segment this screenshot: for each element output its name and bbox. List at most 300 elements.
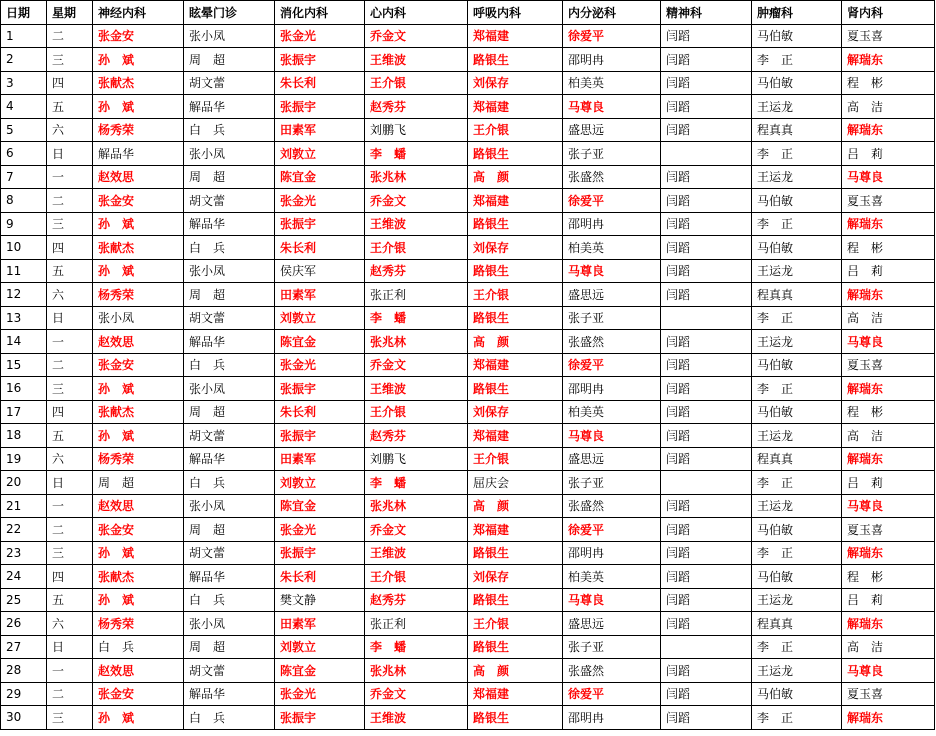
cell-endocrinology: 邵明冉 [563,541,661,565]
cell-vertigo-clinic: 解品华 [184,447,275,471]
cell-cardiology: 乔金文 [365,518,468,542]
cell-respiratory: 王介银 [468,612,563,636]
table-row [1,142,935,166]
cell-date: 3 [1,71,47,95]
header-respiratory: 呼吸内科 [468,1,563,25]
cell-psychiatry [661,142,752,166]
cell-neurology: 张献杰 [93,71,184,95]
cell-psychiatry: 闫蹈 [661,165,752,189]
cell-oncology: 李 正 [752,541,842,565]
cell-vertigo-clinic: 解品华 [184,565,275,589]
cell-cardiology: 刘鹏飞 [365,447,468,471]
table-row [1,612,935,636]
cell-respiratory: 郑福建 [468,353,563,377]
cell-nephrology: 解瑞东 [842,377,935,401]
cell-weekday: 四 [47,565,93,589]
table-row [1,565,935,589]
cell-nephrology: 高 洁 [842,424,935,448]
cell-psychiatry: 闫蹈 [661,588,752,612]
header-oncology: 肿瘤科 [752,1,842,25]
cell-weekday: 一 [47,659,93,683]
cell-date: 8 [1,189,47,213]
cell-gastroenterology: 朱长利 [275,400,365,424]
cell-respiratory: 路银生 [468,306,563,330]
cell-vertigo-clinic: 白 兵 [184,118,275,142]
cell-psychiatry: 闫蹈 [661,541,752,565]
cell-endocrinology: 邵明冉 [563,212,661,236]
cell-neurology: 张金安 [93,24,184,48]
cell-endocrinology: 柏美英 [563,71,661,95]
cell-nephrology: 程 彬 [842,236,935,260]
cell-vertigo-clinic: 周 超 [184,283,275,307]
cell-nephrology: 夏玉喜 [842,189,935,213]
cell-cardiology: 乔金文 [365,353,468,377]
header-row [1,1,935,25]
cell-psychiatry: 闫蹈 [661,400,752,424]
cell-neurology: 白 兵 [93,635,184,659]
table-row [1,306,935,330]
cell-cardiology: 乔金文 [365,24,468,48]
cell-neurology: 周 超 [93,471,184,495]
cell-oncology: 李 正 [752,142,842,166]
cell-nephrology: 解瑞东 [842,541,935,565]
cell-date: 13 [1,306,47,330]
cell-endocrinology: 柏美英 [563,565,661,589]
cell-gastroenterology: 陈宜金 [275,165,365,189]
cell-respiratory: 路银生 [468,541,563,565]
cell-respiratory: 路银生 [468,259,563,283]
cell-endocrinology: 徐爱平 [563,24,661,48]
cell-date: 9 [1,212,47,236]
cell-endocrinology: 张盛然 [563,165,661,189]
cell-weekday: 六 [47,118,93,142]
cell-oncology: 程真真 [752,118,842,142]
cell-weekday: 日 [47,635,93,659]
cell-nephrology: 马尊良 [842,330,935,354]
cell-date: 19 [1,447,47,471]
cell-vertigo-clinic: 张小凤 [184,24,275,48]
cell-psychiatry: 闫蹈 [661,330,752,354]
cell-oncology: 王运龙 [752,424,842,448]
cell-date: 29 [1,682,47,706]
cell-neurology: 赵效思 [93,165,184,189]
header-endocrinology: 内分泌科 [563,1,661,25]
cell-endocrinology: 盛思远 [563,447,661,471]
cell-nephrology: 程 彬 [842,565,935,589]
cell-oncology: 程真真 [752,447,842,471]
cell-weekday: 三 [47,212,93,236]
cell-respiratory: 郑福建 [468,24,563,48]
cell-cardiology: 赵秀芬 [365,424,468,448]
cell-endocrinology: 徐爱平 [563,189,661,213]
cell-gastroenterology: 张金光 [275,353,365,377]
cell-neurology: 赵效思 [93,659,184,683]
cell-psychiatry: 闫蹈 [661,377,752,401]
cell-cardiology: 李 蟠 [365,635,468,659]
cell-neurology: 赵效思 [93,330,184,354]
cell-date: 30 [1,706,47,730]
table-row [1,330,935,354]
cell-nephrology: 程 彬 [842,71,935,95]
cell-date: 6 [1,142,47,166]
cell-psychiatry: 闫蹈 [661,118,752,142]
cell-gastroenterology: 田素军 [275,612,365,636]
cell-psychiatry: 闫蹈 [661,24,752,48]
cell-weekday: 日 [47,306,93,330]
header-gastroenterology: 消化内科 [275,1,365,25]
cell-oncology: 李 正 [752,212,842,236]
cell-cardiology: 王维波 [365,48,468,72]
cell-oncology: 李 正 [752,306,842,330]
cell-weekday: 二 [47,682,93,706]
table-row [1,706,935,730]
table-row [1,659,935,683]
cell-psychiatry: 闫蹈 [661,612,752,636]
cell-oncology: 马伯敏 [752,236,842,260]
cell-respiratory: 高 颜 [468,494,563,518]
cell-nephrology: 马尊良 [842,494,935,518]
cell-respiratory: 刘保存 [468,565,563,589]
table-row [1,424,935,448]
cell-respiratory: 路银生 [468,635,563,659]
cell-gastroenterology: 张振宇 [275,48,365,72]
cell-endocrinology: 张子亚 [563,142,661,166]
cell-neurology: 杨秀荣 [93,612,184,636]
table-row [1,377,935,401]
cell-respiratory: 路银生 [468,377,563,401]
cell-neurology: 杨秀荣 [93,447,184,471]
cell-gastroenterology: 刘敦立 [275,142,365,166]
table-row [1,71,935,95]
table-row [1,24,935,48]
cell-neurology: 孙 斌 [93,588,184,612]
cell-neurology: 杨秀荣 [93,283,184,307]
table-row [1,588,935,612]
cell-neurology: 张金安 [93,682,184,706]
cell-vertigo-clinic: 周 超 [184,165,275,189]
cell-neurology: 解品华 [93,142,184,166]
cell-date: 26 [1,612,47,636]
cell-date: 16 [1,377,47,401]
cell-neurology: 孙 斌 [93,541,184,565]
cell-psychiatry: 闫蹈 [661,259,752,283]
cell-nephrology: 解瑞东 [842,447,935,471]
cell-respiratory: 路银生 [468,212,563,236]
cell-respiratory: 王介银 [468,283,563,307]
cell-nephrology: 高 洁 [842,635,935,659]
cell-nephrology: 程 彬 [842,400,935,424]
cell-date: 24 [1,565,47,589]
cell-respiratory: 刘保存 [468,236,563,260]
cell-weekday: 一 [47,165,93,189]
cell-cardiology: 王维波 [365,212,468,236]
cell-oncology: 马伯敏 [752,400,842,424]
cell-gastroenterology: 张金光 [275,518,365,542]
cell-psychiatry: 闫蹈 [661,518,752,542]
cell-gastroenterology: 朱长利 [275,71,365,95]
cell-neurology: 孙 斌 [93,424,184,448]
cell-respiratory: 高 颜 [468,330,563,354]
cell-gastroenterology: 刘敦立 [275,635,365,659]
cell-psychiatry: 闫蹈 [661,353,752,377]
cell-weekday: 二 [47,353,93,377]
cell-respiratory: 路银生 [468,48,563,72]
cell-gastroenterology: 樊文静 [275,588,365,612]
cell-weekday: 五 [47,588,93,612]
cell-respiratory: 郑福建 [468,682,563,706]
cell-weekday: 六 [47,612,93,636]
cell-weekday: 四 [47,71,93,95]
cell-cardiology: 李 蟠 [365,471,468,495]
cell-cardiology: 王介银 [365,565,468,589]
cell-gastroenterology: 张金光 [275,24,365,48]
cell-date: 5 [1,118,47,142]
cell-cardiology: 张正利 [365,612,468,636]
cell-gastroenterology: 张振宇 [275,95,365,119]
cell-weekday: 五 [47,95,93,119]
table-row [1,494,935,518]
cell-oncology: 王运龙 [752,659,842,683]
cell-psychiatry: 闫蹈 [661,71,752,95]
cell-date: 12 [1,283,47,307]
cell-gastroenterology: 刘敦立 [275,306,365,330]
cell-endocrinology: 张盛然 [563,330,661,354]
cell-cardiology: 张兆林 [365,330,468,354]
header-vertigo-clinic: 眩晕门诊 [184,1,275,25]
cell-neurology: 孙 斌 [93,259,184,283]
table-row [1,95,935,119]
cell-cardiology: 刘鹏飞 [365,118,468,142]
cell-respiratory: 高 颜 [468,165,563,189]
cell-oncology: 王运龙 [752,165,842,189]
cell-psychiatry [661,635,752,659]
cell-endocrinology: 马尊良 [563,424,661,448]
table-row [1,259,935,283]
cell-neurology: 杨秀荣 [93,118,184,142]
cell-date: 27 [1,635,47,659]
cell-nephrology: 解瑞东 [842,48,935,72]
cell-gastroenterology: 田素军 [275,283,365,307]
cell-respiratory: 王介银 [468,118,563,142]
cell-gastroenterology: 张金光 [275,189,365,213]
cell-weekday: 二 [47,24,93,48]
table-row [1,400,935,424]
cell-oncology: 李 正 [752,48,842,72]
cell-nephrology: 夏玉喜 [842,518,935,542]
cell-date: 11 [1,259,47,283]
cell-neurology: 孙 斌 [93,377,184,401]
cell-cardiology: 王介银 [365,400,468,424]
cell-cardiology: 王维波 [365,377,468,401]
cell-gastroenterology: 陈宜金 [275,659,365,683]
cell-psychiatry: 闫蹈 [661,189,752,213]
cell-neurology: 张金安 [93,353,184,377]
cell-cardiology: 赵秀芬 [365,259,468,283]
cell-weekday: 三 [47,377,93,401]
cell-psychiatry: 闫蹈 [661,424,752,448]
cell-cardiology: 王维波 [365,706,468,730]
table-row [1,353,935,377]
cell-neurology: 孙 斌 [93,95,184,119]
cell-psychiatry: 闫蹈 [661,706,752,730]
cell-oncology: 程真真 [752,612,842,636]
cell-endocrinology: 张子亚 [563,306,661,330]
cell-endocrinology: 邵明冉 [563,377,661,401]
cell-endocrinology: 柏美英 [563,236,661,260]
cell-weekday: 五 [47,424,93,448]
schedule-body [1,24,935,729]
cell-vertigo-clinic: 周 超 [184,635,275,659]
cell-gastroenterology: 朱长利 [275,565,365,589]
cell-weekday: 三 [47,48,93,72]
cell-endocrinology: 张盛然 [563,494,661,518]
cell-neurology: 张金安 [93,518,184,542]
cell-psychiatry: 闫蹈 [661,494,752,518]
cell-cardiology: 王介银 [365,71,468,95]
cell-vertigo-clinic: 周 超 [184,518,275,542]
cell-endocrinology: 马尊良 [563,588,661,612]
cell-respiratory: 路银生 [468,706,563,730]
table-row [1,682,935,706]
cell-respiratory: 郑福建 [468,424,563,448]
cell-oncology: 马伯敏 [752,24,842,48]
cell-psychiatry: 闫蹈 [661,48,752,72]
cell-endocrinology: 马尊良 [563,259,661,283]
cell-nephrology: 夏玉喜 [842,682,935,706]
cell-vertigo-clinic: 张小凤 [184,142,275,166]
cell-psychiatry: 闫蹈 [661,682,752,706]
cell-neurology: 张献杰 [93,565,184,589]
cell-cardiology: 赵秀芬 [365,588,468,612]
cell-gastroenterology: 侯庆军 [275,259,365,283]
cell-psychiatry [661,306,752,330]
cell-oncology: 王运龙 [752,494,842,518]
cell-vertigo-clinic: 白 兵 [184,706,275,730]
header-neurology: 神经内科 [93,1,184,25]
cell-gastroenterology: 张振宇 [275,541,365,565]
cell-psychiatry: 闫蹈 [661,447,752,471]
table-row [1,635,935,659]
cell-cardiology: 乔金文 [365,682,468,706]
cell-psychiatry: 闫蹈 [661,659,752,683]
cell-vertigo-clinic: 解品华 [184,95,275,119]
cell-neurology: 孙 斌 [93,706,184,730]
header-psychiatry: 精神科 [661,1,752,25]
cell-vertigo-clinic: 胡文蕾 [184,659,275,683]
cell-date: 7 [1,165,47,189]
cell-gastroenterology: 田素军 [275,447,365,471]
cell-date: 4 [1,95,47,119]
header-nephrology: 肾内科 [842,1,935,25]
cell-cardiology: 张兆林 [365,494,468,518]
table-row [1,283,935,307]
cell-vertigo-clinic: 张小凤 [184,377,275,401]
cell-psychiatry: 闫蹈 [661,283,752,307]
cell-weekday: 二 [47,189,93,213]
cell-cardiology: 王介银 [365,236,468,260]
cell-neurology: 孙 斌 [93,48,184,72]
cell-nephrology: 吕 莉 [842,142,935,166]
cell-respiratory: 王介银 [468,447,563,471]
table-row [1,518,935,542]
cell-weekday: 日 [47,142,93,166]
cell-vertigo-clinic: 解品华 [184,330,275,354]
cell-gastroenterology: 张振宇 [275,377,365,401]
cell-vertigo-clinic: 张小凤 [184,259,275,283]
cell-gastroenterology: 朱长利 [275,236,365,260]
cell-vertigo-clinic: 白 兵 [184,588,275,612]
cell-neurology: 赵效思 [93,494,184,518]
cell-oncology: 王运龙 [752,330,842,354]
cell-neurology: 张献杰 [93,400,184,424]
cell-endocrinology: 邵明冉 [563,706,661,730]
cell-respiratory: 郑福建 [468,95,563,119]
cell-nephrology: 解瑞东 [842,118,935,142]
cell-weekday: 三 [47,706,93,730]
cell-gastroenterology: 张振宇 [275,424,365,448]
cell-gastroenterology: 张振宇 [275,706,365,730]
cell-endocrinology: 盛思远 [563,118,661,142]
cell-respiratory: 郑福建 [468,189,563,213]
cell-endocrinology: 柏美英 [563,400,661,424]
cell-weekday: 日 [47,471,93,495]
cell-weekday: 五 [47,259,93,283]
cell-oncology: 马伯敏 [752,565,842,589]
table-row [1,447,935,471]
cell-vertigo-clinic: 张小凤 [184,612,275,636]
cell-psychiatry: 闫蹈 [661,565,752,589]
cell-psychiatry: 闫蹈 [661,212,752,236]
cell-neurology: 张献杰 [93,236,184,260]
cell-endocrinology: 张子亚 [563,635,661,659]
cell-oncology: 王运龙 [752,259,842,283]
cell-respiratory: 屈庆会 [468,471,563,495]
cell-date: 21 [1,494,47,518]
cell-endocrinology: 徐爱平 [563,682,661,706]
cell-date: 2 [1,48,47,72]
cell-nephrology: 夏玉喜 [842,353,935,377]
cell-nephrology: 马尊良 [842,659,935,683]
cell-cardiology: 张正利 [365,283,468,307]
cell-vertigo-clinic: 解品华 [184,682,275,706]
cell-date: 10 [1,236,47,260]
cell-respiratory: 路银生 [468,588,563,612]
cell-date: 17 [1,400,47,424]
cell-nephrology: 夏玉喜 [842,24,935,48]
cell-gastroenterology: 田素军 [275,118,365,142]
cell-nephrology: 高 洁 [842,95,935,119]
cell-vertigo-clinic: 胡文蕾 [184,424,275,448]
cell-vertigo-clinic: 周 超 [184,48,275,72]
table-row [1,471,935,495]
header-date: 日期 [1,1,47,25]
cell-oncology: 李 正 [752,635,842,659]
cell-nephrology: 吕 莉 [842,588,935,612]
cell-endocrinology: 邵明冉 [563,48,661,72]
cell-oncology: 程真真 [752,283,842,307]
cell-oncology: 马伯敏 [752,518,842,542]
table-row [1,541,935,565]
cell-vertigo-clinic: 解品华 [184,212,275,236]
cell-gastroenterology: 张振宇 [275,212,365,236]
cell-weekday: 一 [47,494,93,518]
cell-cardiology: 乔金文 [365,189,468,213]
cell-date: 1 [1,24,47,48]
cell-vertigo-clinic: 周 超 [184,400,275,424]
cell-vertigo-clinic: 白 兵 [184,353,275,377]
cell-oncology: 马伯敏 [752,353,842,377]
cell-respiratory: 路银生 [468,142,563,166]
